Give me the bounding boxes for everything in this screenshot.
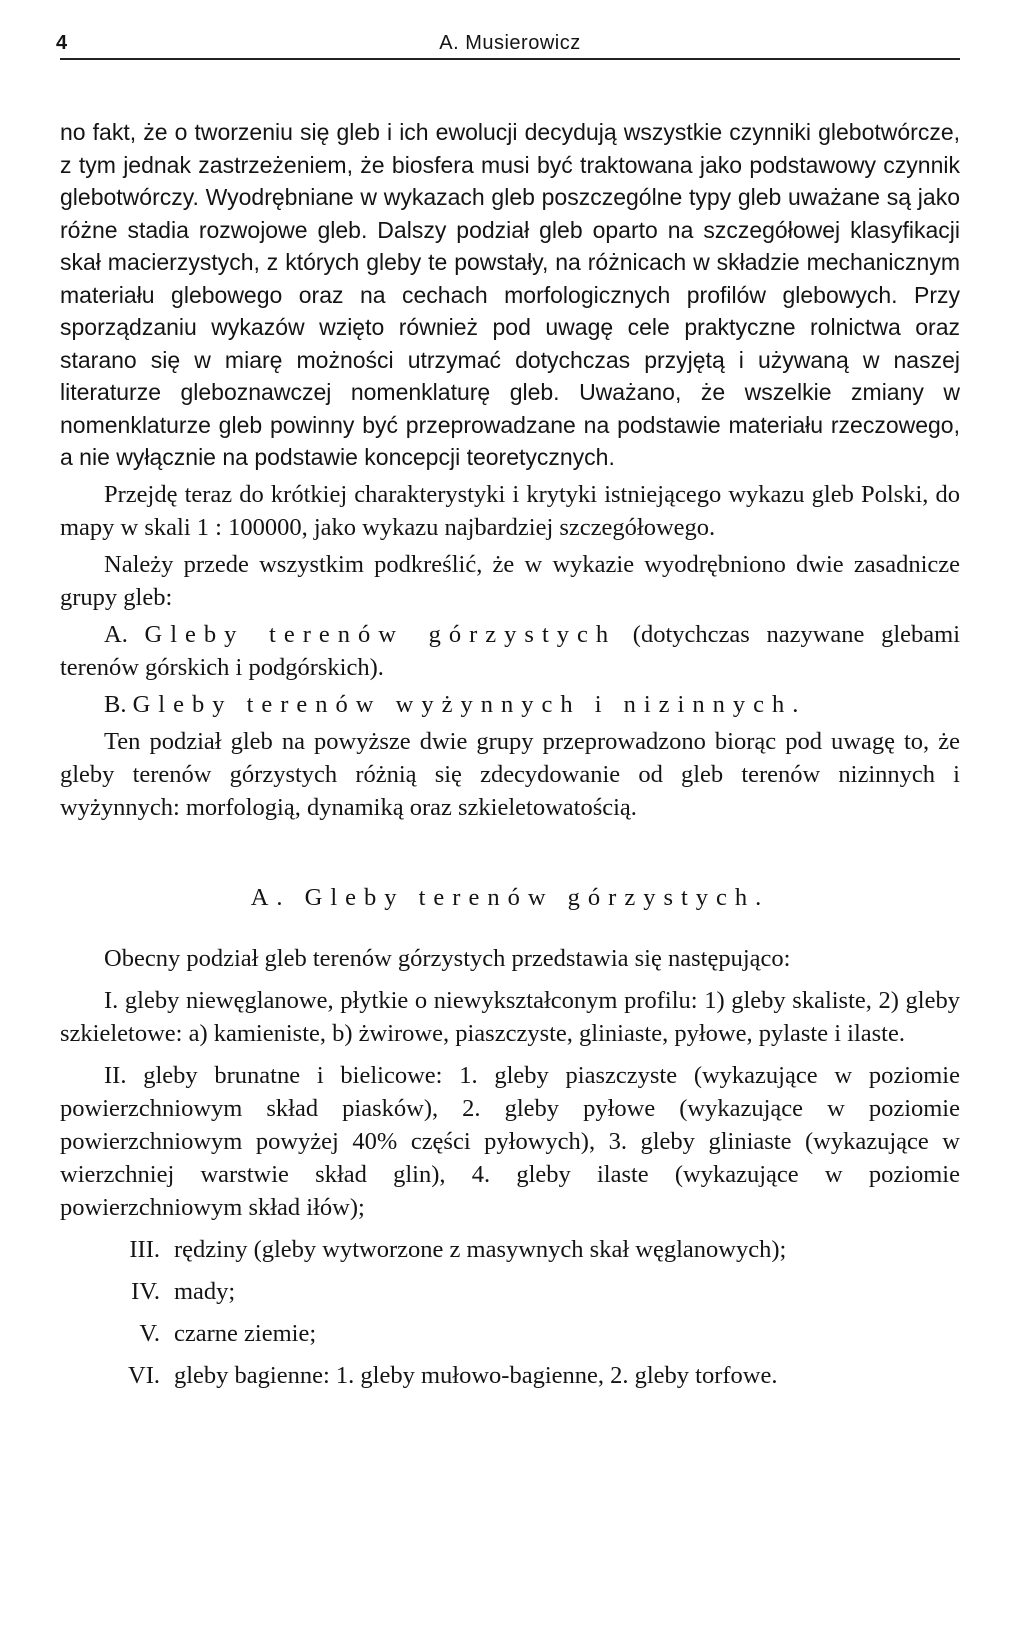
list-item-I: I. gleby niewęglanowe, płytkie o niewykształconym profilu: 1) gleby skaliste, 2) gleby szkieletowe: a) kamieniste, b) żwirowe, piaszczyste, gliniaste, pyłowe, pylaste i ilaste. [60,986,960,1047]
section-body [60,942,960,1224]
running-head: A. Musierowicz [439,32,581,54]
paragraph-review-intro: Przejdę teraz do krótkiej charakterystyki i krytyki istniejącego wykazu gleb Polski, do mapy w skali 1 : 100000, jako wykazu najbardziej szczegółowego. [60,480,960,541]
list-text: czarne ziemie; [174,1319,317,1347]
body-text [60,116,960,474]
list-number: IV. [131,1277,160,1305]
list-text: gleby bagienne: 1. gleby mułowo-bagienne, 2. gleby torfowe. [174,1361,778,1389]
list-item-II: II. gleby brunatne i bielicowe: 1. gleby piaszczyste (wykazujące w poziomie powierzchniowym skład piasków), 2. gleby pyłowe (wykazujące w poziomie powierzchniowym powyżej 40% części pyłowych), 3. gleby gliniaste (wykazujące w wierzchniej warstwie skład glin), 4. gleby ilaste (wykazujące w poziomie powierzchniowym skład iłów); [60,1061,960,1221]
list-item-VI [60,1359,960,1392]
list-text: rędziny (gleby wytworzone z masywnych skał węglanowych); [174,1235,787,1263]
group-a-name: Gleby terenów górzystych [144,620,617,648]
group-b-name: Gleby terenów wyżynnych i nizinnych. [132,690,807,718]
list-item-III [60,1233,960,1266]
list-number: VI. [128,1361,160,1389]
section-heading: A. Gleby terenów górzystych. [250,883,770,911]
group-b-line [60,688,960,721]
section-intro: Obecny podział gleb terenów górzystych przedstawia się następująco: [104,944,791,972]
serif-body-text [60,478,960,824]
group-a-note: (dotychczas nazywane glebami terenów górskich i podgórskich). [60,620,960,681]
list-number: V. [139,1319,160,1347]
group-b-label: B. [104,690,127,718]
group-a-line [60,618,960,684]
list-text: mady; [174,1277,236,1305]
page-header [56,22,960,60]
group-a-label: A. [104,620,128,648]
page-number: 4 [56,32,68,54]
document-page [56,22,960,1392]
paragraph-groups-intro: Należy przede wszystkim podkreślić, że w wykazie wyodrębniono dwie zasadnicze grupy gleb: [60,550,960,611]
list-number: III. [129,1235,160,1263]
paragraph-continuation: no fakt, że o tworzeniu się gleb i ich ewolucji decydują wszystkie czynniki glebotwórcze, z tym jednak zastrzeżeniem, że biosfera musi być traktowana jako podstawowy czynnik glebotwórczy. Wyodrębniane w wykazach gleb poszczególne typy gleb uważane są jako różne stadia rozwojowe gleb. Dalszy podział gleb oparto na szczegółowej klasyfikacji skał macierzystych, z których gleby te powstały, na różnicach w składzie mechanicznym materiału glebowego oraz na cechach morfologicznych profilów glebowych. Przy sporządzaniu wykazów wzięto również pod uwagę cele praktyczne rolnictwa oraz starano się w miarę możności utrzymać dotychczas przyjętą i używaną w naszej literaturze gleboznawczej nomenklaturę gleb. Uważano, że wszelkie zmiany w nomenklaturze gleb powinny być przeprowadzane na podstawie materiału rzeczowego, a nie wyłącznie na podstawie koncepcji teoretycznych. [60,119,960,470]
list-item-IV [60,1275,960,1308]
paragraph-division-rationale: Ten podział gleb na powyższe dwie grupy przeprowadzono biorąc pod uwagę to, że gleby terenów górzystych różnią się zdecydowanie od gleb terenów nizinnych i wyżynnych: morfologią, dynamiką oraz szkieletowatością. [60,727,960,821]
list-item-V [60,1317,960,1350]
